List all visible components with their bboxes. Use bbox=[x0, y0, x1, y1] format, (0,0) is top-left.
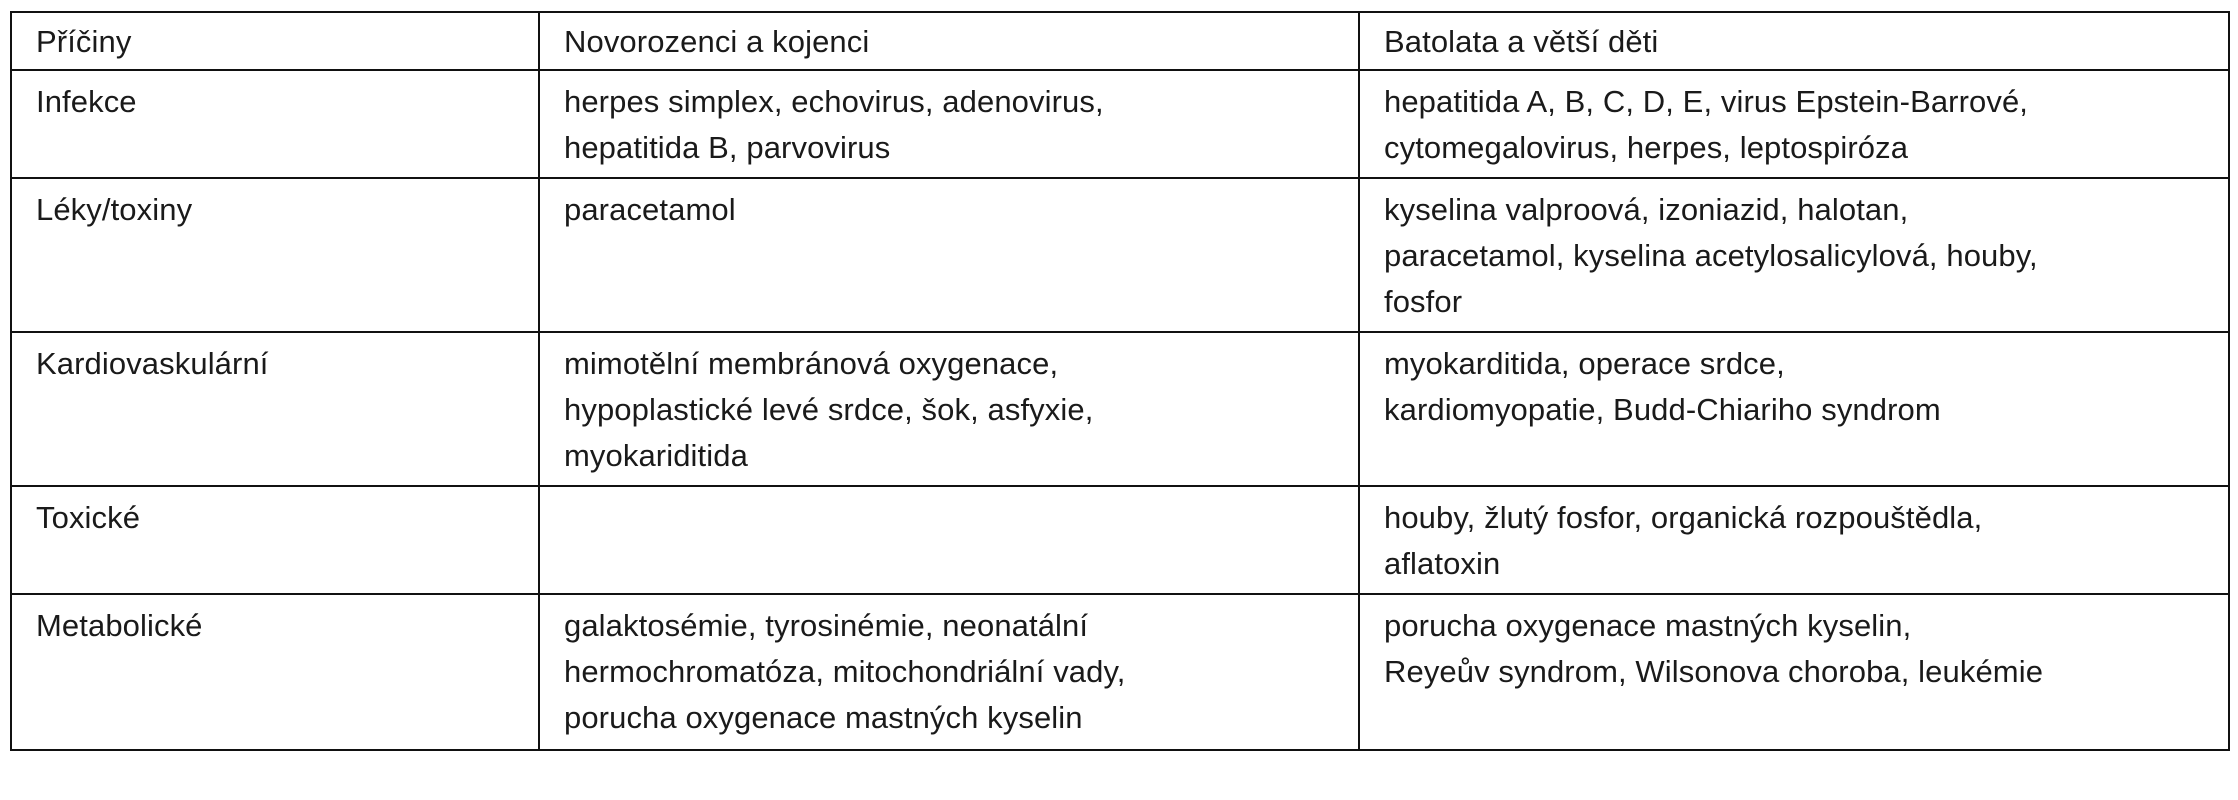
cell-line: kardiomyopatie, Budd-Chiariho syndrom bbox=[1384, 392, 1941, 427]
infants-cell bbox=[539, 70, 1359, 178]
cell-line: hepatitida B, parvovirus bbox=[564, 130, 891, 165]
cell-line: aflatoxin bbox=[1384, 546, 1501, 581]
cause-cell: Léky/toxiny bbox=[11, 178, 539, 332]
table-row bbox=[11, 178, 2229, 332]
children-cell bbox=[1359, 594, 2229, 750]
header-infants: Novorozenci a kojenci bbox=[539, 12, 1359, 70]
infants-cell bbox=[539, 594, 1359, 750]
table-row bbox=[11, 70, 2229, 178]
header-children: Batolata a větší děti bbox=[1359, 12, 2229, 70]
cell-line: kyselina valproová, izoniazid, halotan, bbox=[1384, 192, 1909, 227]
cause-cell: Kardiovaskulární bbox=[11, 332, 539, 486]
cell-line: cytomegalovirus, herpes, leptospiróza bbox=[1384, 130, 1909, 165]
table-header-row bbox=[11, 12, 2229, 70]
causes-table bbox=[10, 11, 2230, 751]
cell-line: hermochromatóza, mitochondriální vady, bbox=[564, 654, 1126, 689]
cell-line: mimotělní membránová oxygenace, bbox=[564, 346, 1059, 381]
cell-line: hepatitida A, B, C, D, E, virus Epstein-Barrové, bbox=[1384, 84, 2029, 119]
cause-cell: Infekce bbox=[11, 70, 539, 178]
cell-line: galaktosémie, tyrosinémie, neonatální bbox=[564, 608, 1089, 643]
cell-line: hypoplastické levé srdce, šok, asfyxie, bbox=[564, 392, 1094, 427]
infants-cell bbox=[539, 332, 1359, 486]
cell-line: paracetamol bbox=[564, 192, 736, 227]
table-row bbox=[11, 332, 2229, 486]
cell-line: houby, žlutý fosfor, organická rozpouštědla, bbox=[1384, 500, 1983, 535]
header-causes: Příčiny bbox=[11, 12, 539, 70]
cell-line: paracetamol, kyselina acetylosalicylová, houby, bbox=[1384, 238, 2038, 273]
infants-cell bbox=[539, 178, 1359, 332]
cell-line: myokariditida bbox=[564, 438, 748, 473]
infants-cell bbox=[539, 486, 1359, 594]
cell-line: herpes simplex, echovirus, adenovirus, bbox=[564, 84, 1104, 119]
cell-line: fosfor bbox=[1384, 284, 1463, 319]
table-row bbox=[11, 486, 2229, 594]
children-cell bbox=[1359, 70, 2229, 178]
cause-cell: Metabolické bbox=[11, 594, 539, 750]
children-cell bbox=[1359, 178, 2229, 332]
cell-line: porucha oxygenace mastných kyselin, bbox=[1384, 608, 1912, 643]
cell-line: myokarditida, operace srdce, bbox=[1384, 346, 1785, 381]
causes-table-container bbox=[10, 11, 2228, 751]
children-cell bbox=[1359, 332, 2229, 486]
cell-line: Reyeův syndrom, Wilsonova choroba, leukémie bbox=[1384, 654, 2044, 689]
cell-line: porucha oxygenace mastných kyselin bbox=[564, 700, 1083, 735]
children-cell bbox=[1359, 486, 2229, 594]
cause-cell: Toxické bbox=[11, 486, 539, 594]
table-row bbox=[11, 594, 2229, 750]
